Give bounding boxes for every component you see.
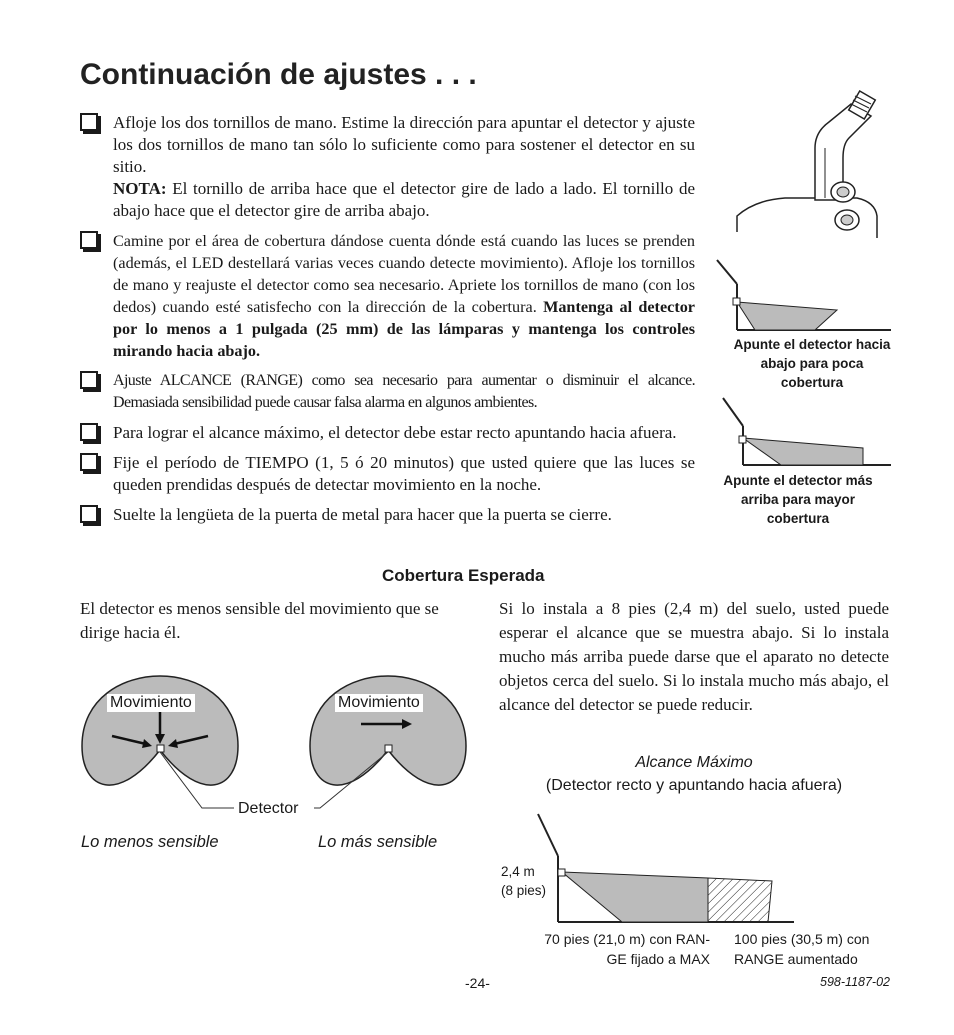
step-text: Afloje los dos tornillos de mano. Estime la dirección para apuntar el detector y ajuste los dos tornillos de mano tan sólo lo suficiente como para sostener el detector en su sitio. <box>113 113 695 176</box>
max-range-title: Alcance Máximo <box>635 754 753 771</box>
step-bold-text: Mantenga al detector por lo menos a 1 pulgada (25 mm) de las lámparas y mantenga los controles mirando hacia abajo. <box>113 298 695 360</box>
detector-label: Detector <box>238 800 299 817</box>
detector-illustration <box>725 88 885 248</box>
max-range-diagram <box>530 810 800 926</box>
step-text: Para lograr el alcance máximo, el detector debe estar recto apuntando hacia afuera. <box>113 423 677 442</box>
coverage-heading: Cobertura Esperada <box>382 566 545 585</box>
step-walk-test <box>80 230 695 362</box>
instruction-steps <box>80 112 695 534</box>
step-loosen-screws <box>80 112 695 222</box>
max-range-subtitle: (Detector recto y apuntando hacia afuera) <box>545 777 843 794</box>
range-70-line2: GE fijado a MAX <box>606 951 710 967</box>
page-title: Continuación de ajustes . . . <box>80 58 477 91</box>
step-text: Camine por el área de cobertura dándose cuenta dónde está cuando las luces se prenden (además, el LED destellará varias veces cuando detecte movimiento). Afloje los tornillos de mano y reajuste el detector como sea necesario. Apriete los tornillos de mano (con los dedos) cuando esté satisfecho con la dirección de la cobertura. <box>113 232 695 316</box>
checkbox-icon <box>80 453 98 471</box>
step-text: Ajuste ALCANCE (RANGE) como sea necesario para aumentar o disminuir el alcance. Demasiada sensibilidad puede causar falsa alarma en algunos ambientes. <box>113 372 695 411</box>
range-100-line1: 100 pies (30,5 m) con <box>734 931 870 947</box>
checkbox-icon <box>80 371 98 389</box>
aim-up-diagram <box>715 396 895 468</box>
motion-label-right: Movimiento <box>335 694 423 712</box>
coverage-right-paragraph: Si lo instala a 8 pies (2,4 m) del suelo, usted puede esperar el alcance que se muestra abajo. Si lo instala mucho más arriba puede darse que el aparato no detecte objetos cerca del suelo. Si lo instala mucho más abajo, el alcance del detector se puede reducir. <box>499 599 889 714</box>
checkbox-icon <box>80 423 98 441</box>
least-sensitive-label: Lo menos sensible <box>81 833 219 851</box>
step-adjust-range <box>80 370 695 414</box>
checkbox-icon <box>80 113 98 131</box>
doc-code: 598-1187-02 <box>820 975 890 989</box>
range-70-label <box>500 929 710 969</box>
range-100-line2: RANGE aumentado <box>734 951 858 967</box>
coverage-left-paragraph: El detector es menos sensible del movimiento que se dirige hacia él. <box>80 599 439 642</box>
height-m: 2,4 m <box>501 864 535 879</box>
height-ft: (8 pies) <box>501 883 547 898</box>
range-70-line1: 70 pies (21,0 m) con RAN- <box>544 931 710 947</box>
aim-up-caption: Apunte el detector más arriba para mayor cobertura <box>723 473 873 526</box>
height-label <box>501 862 546 900</box>
checkbox-icon <box>80 505 98 523</box>
aim-down-caption: Apunte el detector hacia abajo para poca cobertura <box>733 337 891 390</box>
step-close-door <box>80 504 695 526</box>
step-max-range <box>80 422 695 444</box>
checkbox-icon <box>80 231 98 249</box>
aim-down-diagram <box>715 258 895 333</box>
note-text: El tornillo de arriba hace que el detector gire de lado a lado. El tornillo de abajo hace que el detector gire de arriba abajo. <box>113 179 695 220</box>
note-label: NOTA: <box>113 179 167 198</box>
motion-label-left: Movimiento <box>107 694 195 712</box>
step-text: Suelte la lengüeta de la puerta de metal para hacer que la puerta se cierre. <box>113 505 612 524</box>
range-100-label <box>734 929 904 969</box>
step-set-time <box>80 452 695 496</box>
page-number: -24- <box>465 975 490 991</box>
step-text: Fije el período de TIEMPO (1, 5 ó 20 minutos) que usted quiere que las luces se queden prendidas después de detectar movimiento en la noche. <box>113 453 695 494</box>
most-sensitive-label: Lo más sensible <box>318 833 438 851</box>
